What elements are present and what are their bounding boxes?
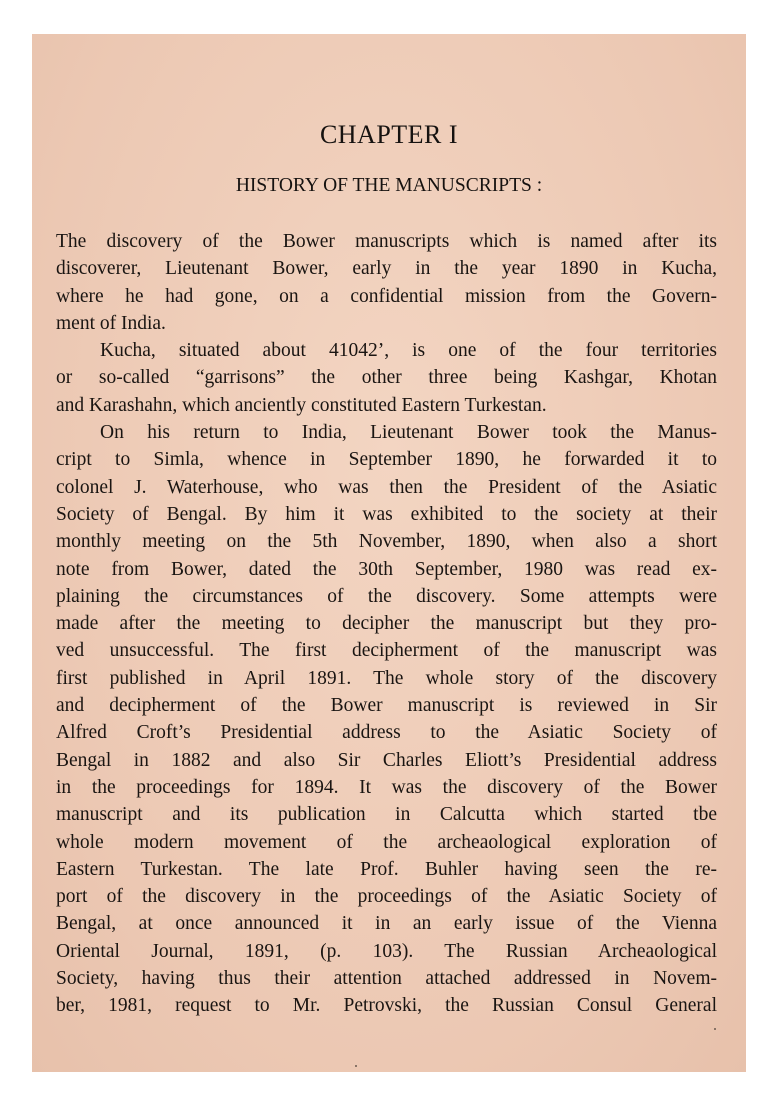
text-line: Society, having thus their attention attached addressed in Novem- [56,968,717,990]
section-heading: HISTORY OF THE MANUSCRIPTS : [235,175,543,196]
text-line: plaining the circumstances of the discovery. Some attempts were [56,585,717,607]
text-line: Society of Bengal. By him it was exhibited to the society at their [56,503,717,525]
text-line: in the proceedings for 1894. It was the discovery of the Bower [56,776,717,798]
text-line: port of the discovery in the proceedings of the Asiatic Society of [56,886,717,908]
speck-mark [355,1065,357,1067]
text-line: discoverer, Lieutenant Bower, early in the year 1890 in Kucha, [56,258,717,280]
text-line: or so-called “garrisons” the other three being Kashgar, Khotan [56,367,717,389]
body-text [56,228,717,1020]
text-line: ment of India. [56,312,166,334]
text-line: Alfred Croft’s Presidential address to the Asiatic Society of [56,722,717,744]
text-line: ber, 1981, request to Mr. Petrovski, the Russian Consul General [56,995,717,1017]
text-line: colonel J. Waterhouse, who was then the President of the Asiatic [56,476,717,498]
text-line: The discovery of the Bower manuscripts which is named after its [56,231,717,252]
text-line: cript to Simla, whence in September 1890, he forwarded it to [56,449,717,471]
text-line: note from Bower, dated the 30th September, 1980 was read ex- [56,558,717,580]
text-line: ved unsuccessful. The first decipherment of the manuscript was [56,640,717,662]
text-line: where he had gone, on a confidential mission from the Govern- [56,285,717,307]
text-line: Oriental Journal, 1891, (p. 103). The Russian Archeaological [56,940,717,962]
text-line: manuscript and its publication in Calcutta which started tbe [56,804,717,826]
text-line: and decipherment of the Bower manuscript is reviewed in Sir [56,695,717,717]
text-line: first published in April 1891. The whole story of the discovery [56,667,717,689]
text-line: and Karashahn, which anciently constituted Eastern Turkestan. [56,394,547,416]
text-line: whole modern movement of the archeaological exploration of [56,831,717,853]
text-line: monthly meeting on the 5th November, 1890, when also a short [56,531,717,553]
text-line: Kucha, situated about 41042’, is one of the four territories [100,340,717,362]
text-line: made after the meeting to decipher the manuscript but they pro- [56,613,717,635]
text-line: On his return to India, Lieutenant Bower took the Manus- [100,422,717,444]
text-line: Eastern Turkestan. The late Prof. Buhler having seen the re- [56,858,717,880]
scanned-page [32,34,746,1072]
text-line: Bengal in 1882 and also Sir Charles Eliott’s Presidential address [56,749,717,771]
text-line: Bengal, at once announced it in an early issue of the Vienna [56,913,717,935]
speck-mark [714,1028,716,1030]
chapter-title: CHAPTER I [319,120,459,149]
